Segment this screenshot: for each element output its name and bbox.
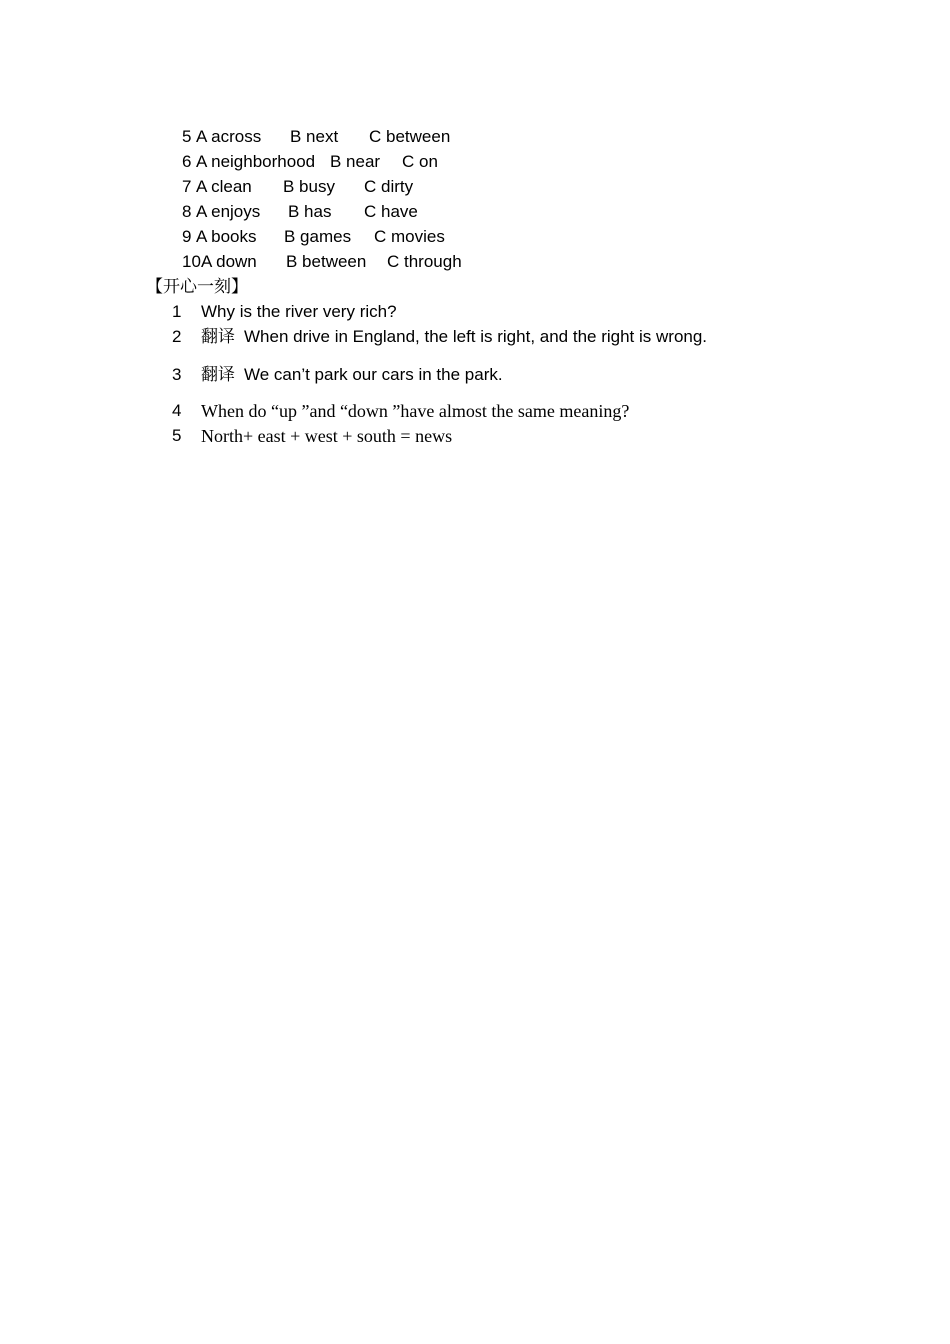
option-c: C through: [387, 252, 462, 271]
joke-number: 2: [172, 327, 182, 346]
joke-text: We can’t park our cars in the park.: [244, 365, 503, 384]
translate-tag: 翻译: [201, 365, 235, 385]
option-b: B next: [290, 127, 339, 146]
option-number: 8: [182, 202, 192, 221]
joke-number: 5: [172, 426, 182, 445]
option-c: C have: [364, 202, 418, 221]
option-number: 9: [182, 227, 192, 246]
option-b: B games: [284, 227, 352, 246]
joke-line: [201, 326, 707, 348]
option-b: B between: [286, 252, 367, 271]
section-title: 【开心一刻】: [146, 277, 248, 297]
option-a: A clean: [196, 177, 252, 196]
joke-number: 1: [172, 302, 182, 321]
option-c: C movies: [374, 227, 445, 246]
joke-number: 3: [172, 365, 182, 384]
option-c: C dirty: [364, 177, 414, 196]
joke-text: When do “up ”and “down ”have almost the same meaning?: [201, 401, 630, 421]
joke-text: When drive in England, the left is right, and the right is wrong.: [244, 327, 708, 346]
translate-tag: 翻译: [201, 327, 235, 347]
option-a: A down: [201, 252, 257, 271]
option-b: B busy: [283, 177, 335, 196]
option-number: 6: [182, 152, 192, 171]
option-number: 5: [182, 127, 192, 146]
option-number: 10: [182, 252, 201, 271]
joke-text: North+ east + west + south = news: [201, 426, 453, 446]
joke-number: 4: [172, 401, 182, 420]
option-a: A books: [196, 227, 257, 246]
joke-line: [201, 364, 503, 386]
joke-text: Why is the river very rich?: [201, 302, 397, 321]
option-c: C between: [369, 127, 451, 146]
option-a: A neighborhood: [196, 152, 316, 171]
option-a: A across: [196, 127, 262, 146]
option-b: B near: [330, 152, 381, 171]
option-c: C on: [402, 152, 438, 171]
option-a: A enjoys: [196, 202, 261, 221]
option-number: 7: [182, 177, 192, 196]
option-b: B has: [288, 202, 332, 221]
